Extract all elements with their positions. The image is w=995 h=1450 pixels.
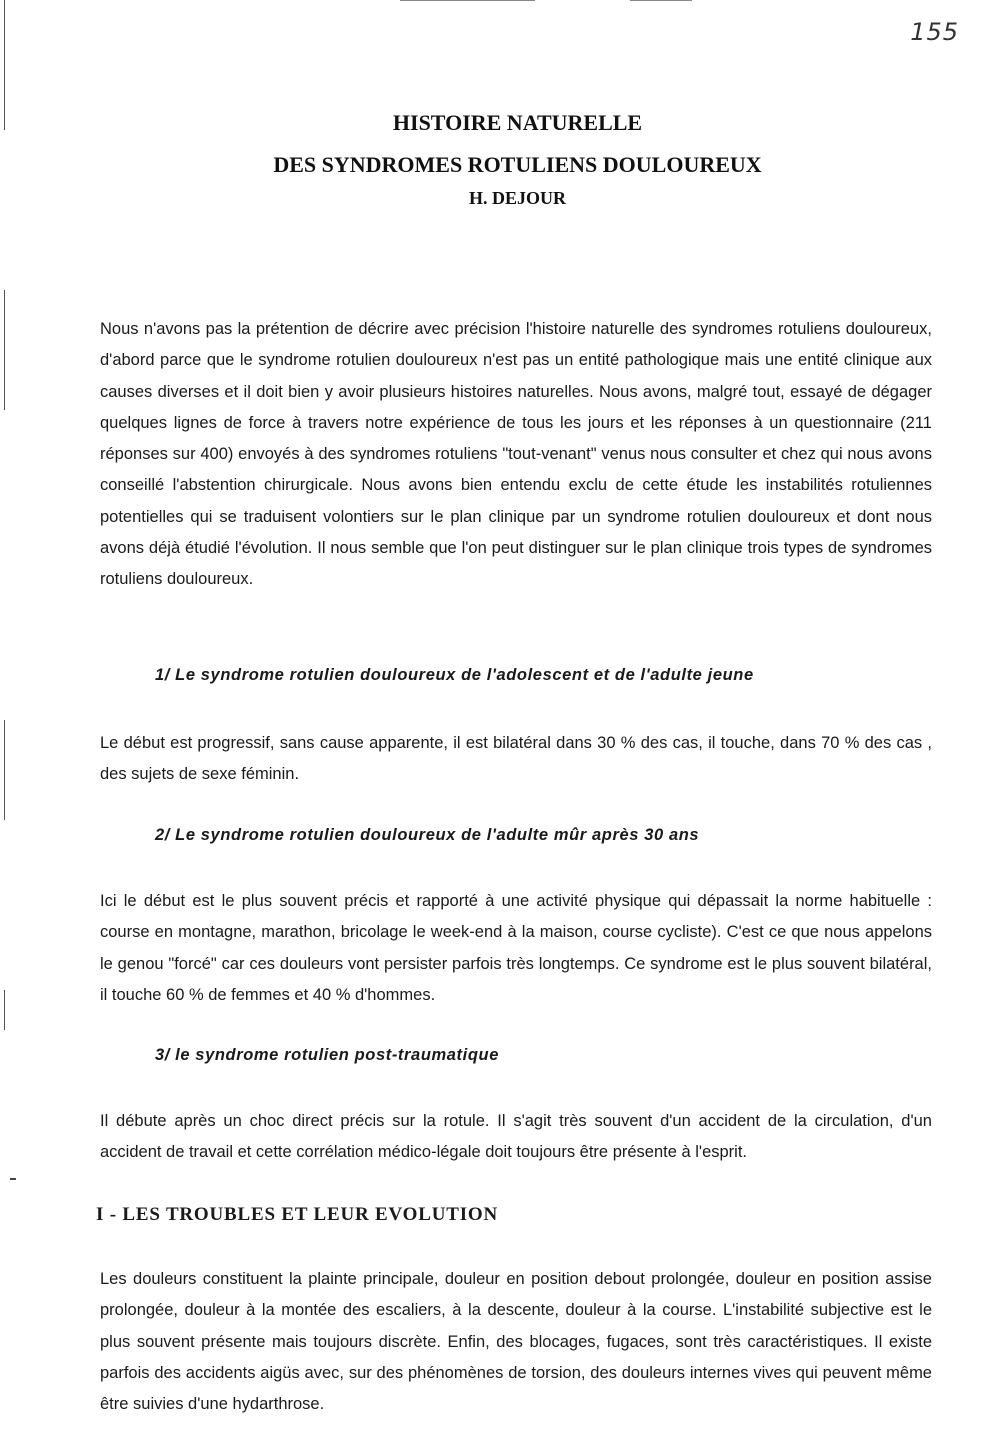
- section-2-paragraph: Ici le début est le plus souvent précis et rapporté à une activité physique qui dépassait la norme habituelle : course en montagne, marathon, bricolage le week-end à la maison, course cycliste). C'est ce que nous appelons le genou "forcé" car ces douleurs vont persister parfois très longtemps. Ce syndrome est le plus souvent bilatéral, il touche 60 % de femmes et 40 % d'hommes.: [100, 892, 932, 1004]
- page-number: 155: [910, 18, 959, 46]
- intro-paragraph: Nous n'avons pas la prétention de décrire avec précision l'histoire naturelle des syndromes rotuliens douloureux, d'abord parce que le syndrome rotulien douloureux n'est pas un entité pathologique mais une entité clinique aux causes diverses et il doit bien y avoir plusieurs histoires naturelles. Nous avons, malgré tout, essayé de dégager quelques lignes de force à travers notre expérience de tous les jours et les réponses à un questionnaire (211 réponses sur 400) envoyés à des syndromes rotuliens "tout-venant" venus nous consulter et chez qui nous avons conseillé l'abstention chirurgicale. Nous avons bien entendu exclu de cette étude les instabilités rotuliennes potentielles qui se traduisent volontiers sur le plan clinique par un syndrome rotulien douloureux et dont nous avons déjà étudié l'évolution. Il nous semble que l'on peut distinguer sur le plan clinique trois types de syndromes rotuliens douloureux.: [100, 320, 932, 589]
- scan-artifact-left-edge: [4, 720, 5, 820]
- section-1-heading: 1/ Le syndrome rotulien douloureux de l'adolescent et de l'adulte jeune: [155, 666, 754, 684]
- document-title-line-1: HISTOIRE NATURELLE: [392, 110, 643, 135]
- section-2-heading: 2/ Le syndrome rotulien douloureux de l'adulte mûr après 30 ans: [155, 826, 700, 844]
- scan-artifact-left-edge: [4, 990, 5, 1030]
- margin-mark: [10, 1178, 16, 1180]
- scan-artifact-left-edge: [4, 290, 5, 410]
- chapter-paragraph: Les douleurs constituent la plainte principale, douleur en position debout prolongée, douleur en position assise prolongée, douleur à la montée des escaliers, à la descente, douleur à la course. L'instabilité subjective est le plus souvent présente mais toujours discrète. Enfin, des blocages, fugaces, sont très caractéristiques. Il existe parfois des accidents aigüs avec, sur des phénomènes de torsion, des douleurs internes vives qui peuvent même être suivies d'une hydarthrose.: [100, 1270, 932, 1414]
- section-3-heading: 3/ le syndrome rotulien post-traumatique: [155, 1046, 499, 1064]
- chapter-heading: I - LES TROUBLES ET LEUR EVOLUTION: [96, 1204, 499, 1225]
- scan-artifact-top-rule: [630, 0, 692, 1]
- author-name: H. DEJOUR: [468, 188, 566, 208]
- section-3-paragraph: Il débute après un choc direct précis sur la rotule. Il s'agit très souvent d'un accident de la circulation, d'un accident de travail et cette corrélation médico-légale doit toujours être présente à l'esprit.: [100, 1112, 932, 1162]
- document-title-line-2: DES SYNDROMES ROTULIENS DOULOUREUX: [273, 152, 762, 177]
- section-1-paragraph: Le début est progressif, sans cause apparente, il est bilatéral dans 30 % des cas, il touche, dans 70 % des cas , des sujets de sexe féminin.: [100, 734, 932, 784]
- scan-artifact-top-rule: [400, 0, 535, 1]
